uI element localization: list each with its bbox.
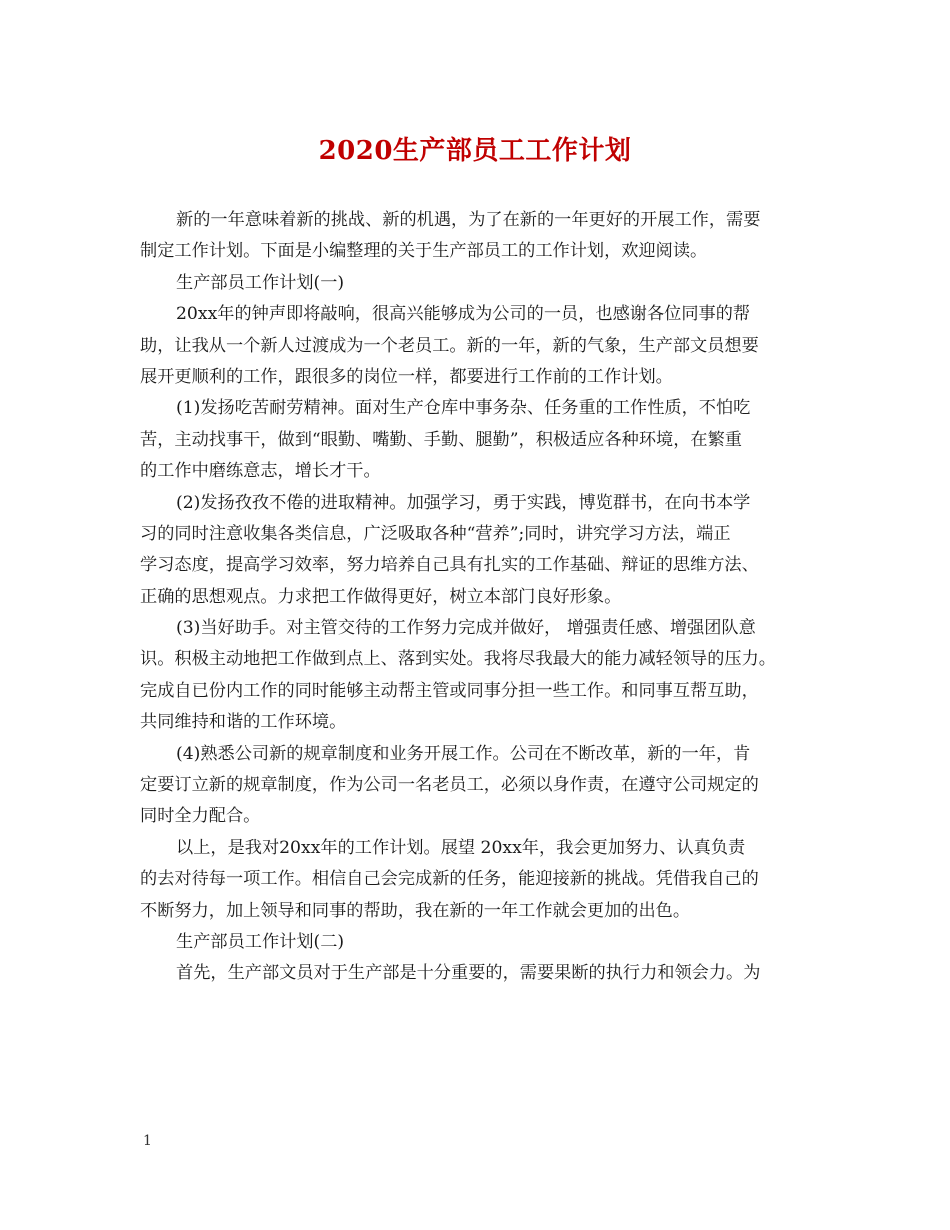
body-line: 新的一年意味着新的挑战、新的机遇，为了在新的一年更好的开展工作，需要	[176, 210, 761, 230]
body-line: 学习态度，提高学习效率，努力培养自己具有扎实的工作基础、辩证的思维方法、	[140, 555, 759, 576]
body-line: 完成自已份内工作的同时能够主动帮主管或同事分担一些工作。和同事互帮互助，	[140, 680, 759, 701]
body-line: 定要订立新的规章制度，作为公司一名老员工，必须以身作责，在遵守公司规定的	[140, 775, 759, 796]
document-title: 2020生产部员工工作计划	[318, 136, 632, 166]
body-line: 生产部员工作计划(一)	[176, 272, 345, 293]
body-line: (2)发扬孜孜不倦的进取精神。加强学习，勇于实践，博览群书，在向书本学	[176, 492, 751, 513]
body-line: 的工作中磨练意志，增长才干。	[140, 461, 381, 482]
document-body	[140, 205, 820, 990]
body-line: 以上，是我对20xx年的工作计划。展望 20xx年，我会更加努力、认真负责	[176, 837, 746, 858]
body-line: 共同维持和谐的工作环境。	[140, 712, 347, 733]
body-line: 生产部员工作计划(二)	[176, 931, 345, 952]
body-line: 习的同时注意收集各类信息，广泛吸取各种“营养”;同时，讲究学习方法，端正	[140, 523, 731, 544]
body-line: 识。积极主动地把工作做到点上、落到实处。我将尽我最大的能力减轻领导的压力。	[140, 649, 776, 670]
body-line: (1)发扬吃苦耐劳精神。面对生产仓库中事务杂、任务重的工作性质，不怕吃	[176, 398, 751, 419]
body-line: 展开更顺利的工作，跟很多的岗位一样，都要进行工作前的工作计划。	[140, 366, 673, 387]
body-line: 正确的思想观点。力求把工作做得更好，树立本部门良好形象。	[140, 586, 622, 607]
body-line: (3)当好助手。对主管交待的工作努力完成并做好， 增强责任感、增强团队意	[176, 618, 756, 639]
body-line: 助，让我从一个新人过渡成为一个老员工。新的一年，新的气象，生产部文员想要	[140, 335, 759, 356]
page-number: 1	[143, 1133, 152, 1149]
body-line: 不断努力，加上领导和同事的帮助，我在新的一年工作就会更加的出色。	[140, 900, 691, 921]
body-line: 同时全力配合。	[140, 806, 261, 827]
body-line: (4)熟悉公司新的规章制度和业务开展工作。公司在不断改革，新的一年，肯	[176, 743, 751, 764]
body-line: 苦，主动找事干，做到“眼勤、嘴勤、手勤、腿勤”，积极适应各种环境，在繁重	[140, 429, 742, 450]
body-line: 的去对待每一项工作。相信自己会完成新的任务，能迎接新的挑战。凭借我自己的	[140, 869, 759, 890]
body-line: 首先，生产部文员对于生产部是十分重要的，需要果断的执行力和领会力。为	[176, 963, 761, 984]
body-line: 20xx年的钟声即将敲响，很高兴能够成为公司的一员，也感谢各位同事的帮	[176, 304, 751, 325]
body-line: 制定工作计划。下面是小编整理的关于生产部员工的工作计划，欢迎阅读。	[140, 241, 708, 262]
